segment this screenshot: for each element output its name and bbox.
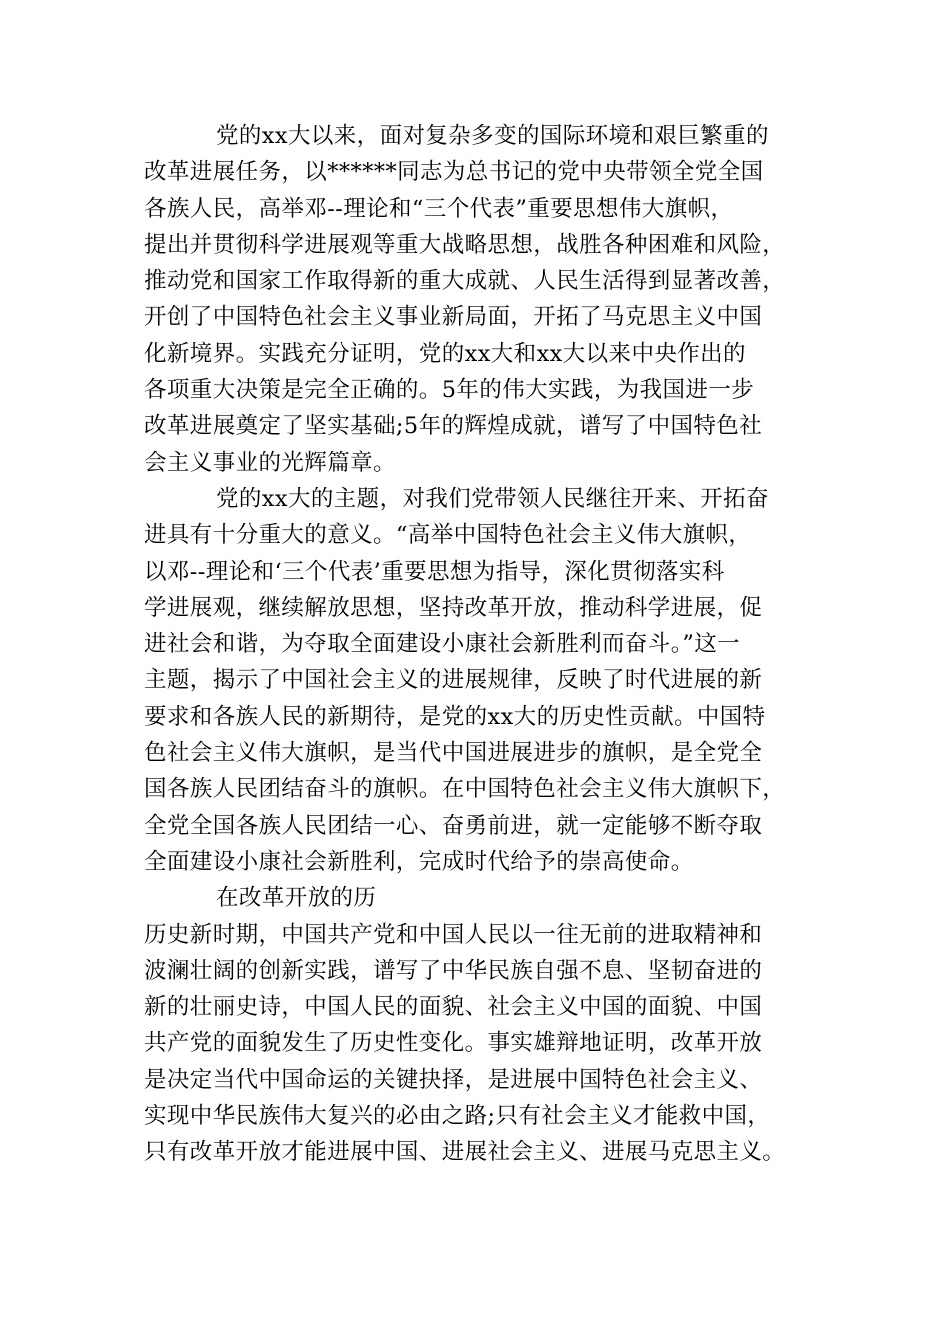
document-body [144, 118, 812, 1171]
paragraph-1 [144, 118, 812, 481]
text-line: 全党全国各族人民团结一心、奋勇前进，就一定能够不断夺取 [144, 812, 763, 839]
text-line: 开创了中国特色社会主义事业新局面，开拓了马克思主义中国 [144, 304, 763, 331]
text-line: 进具有十分重大的意义。“高举中国特色社会主义伟大旗帜， [144, 522, 752, 549]
text-line: 化新境界。实践充分证明，党的xx大和xx大以来中央作出的 [144, 340, 746, 367]
text-line: 学进展观，继续解放思想，坚持改革开放，推动科学进展，促 [144, 594, 763, 621]
text-line: 国各族人民团结奋斗的旗帜。在中国特色社会主义伟大旗帜下， [144, 776, 786, 803]
paragraph-2 [144, 481, 812, 880]
text-line: 全面建设小康社会新胜利，完成时代给予的崇高使命。 [144, 848, 694, 875]
text-line: 改革进展任务，以******同志为总书记的党中央带领全党全国 [144, 159, 764, 186]
text-line: 主题，揭示了中国社会主义的进展规律，反映了时代进展的新 [144, 667, 763, 694]
text-line: 历史新时期，中国共产党和中国人民以一往无前的进取精神和 [144, 921, 763, 948]
text-line: 要求和各族人民的新期待，是党的xx大的历史性贡献。中国特 [144, 703, 766, 730]
text-line: 以邓--理论和‘三个代表’重要思想为指导，深化贯彻落实科 [144, 558, 725, 585]
text-line: 各项重大决策是完全正确的。5年的伟大实践，为我国进一步 [144, 377, 755, 404]
text-line: 在改革开放的历 [216, 885, 377, 912]
paragraph-3 [144, 880, 812, 916]
text-line: 波澜壮阔的创新实践，谱写了中华民族自强不息、坚韧奋进的 [144, 957, 763, 984]
text-line: 新的壮丽史诗，中国人民的面貌、社会主义中国的面貌、中国 [144, 994, 763, 1021]
text-line: 是决定当代中国命运的关键抉择，是进展中国特色社会主义、 [144, 1066, 763, 1093]
text-line: 进社会和谐，为夺取全面建设小康社会新胜利而奋斗。”这一 [144, 631, 741, 658]
text-line: 党的xx大的主题，对我们党带领人民继往开来、开拓奋 [216, 485, 769, 512]
text-line: 改革进展奠定了坚实基础;5年的辉煌成就，谱写了中国特色社 [144, 413, 763, 440]
text-line: 共产党的面貌发生了历史性变化。事实雄辩地证明，改革开放 [144, 1030, 763, 1057]
text-line: 只有改革开放才能进展中国、进展社会主义、进展马克思主义。 [144, 1139, 786, 1166]
text-line: 色社会主义伟大旗帜，是当代中国进展进步的旗帜，是全党全 [144, 740, 763, 767]
text-line: 党的xx大以来，面对复杂多变的国际环境和艰巨繁重的 [216, 123, 769, 149]
text-line: 会主义事业的光辉篇章。 [144, 449, 396, 476]
text-line: 提出并贯彻科学进展观等重大战略思想，战胜各种困难和风险， [144, 231, 786, 258]
paragraph-4 [144, 917, 812, 1171]
text-line: 实现中华民族伟大复兴的必由之路;只有社会主义才能救中国， [144, 1103, 771, 1130]
text-line: 各族人民，高举邓--理论和“三个代表”重要思想伟大旗帜， [144, 195, 734, 222]
text-line: 推动党和国家工作取得新的重大成就、人民生活得到显著改善， [144, 268, 786, 295]
